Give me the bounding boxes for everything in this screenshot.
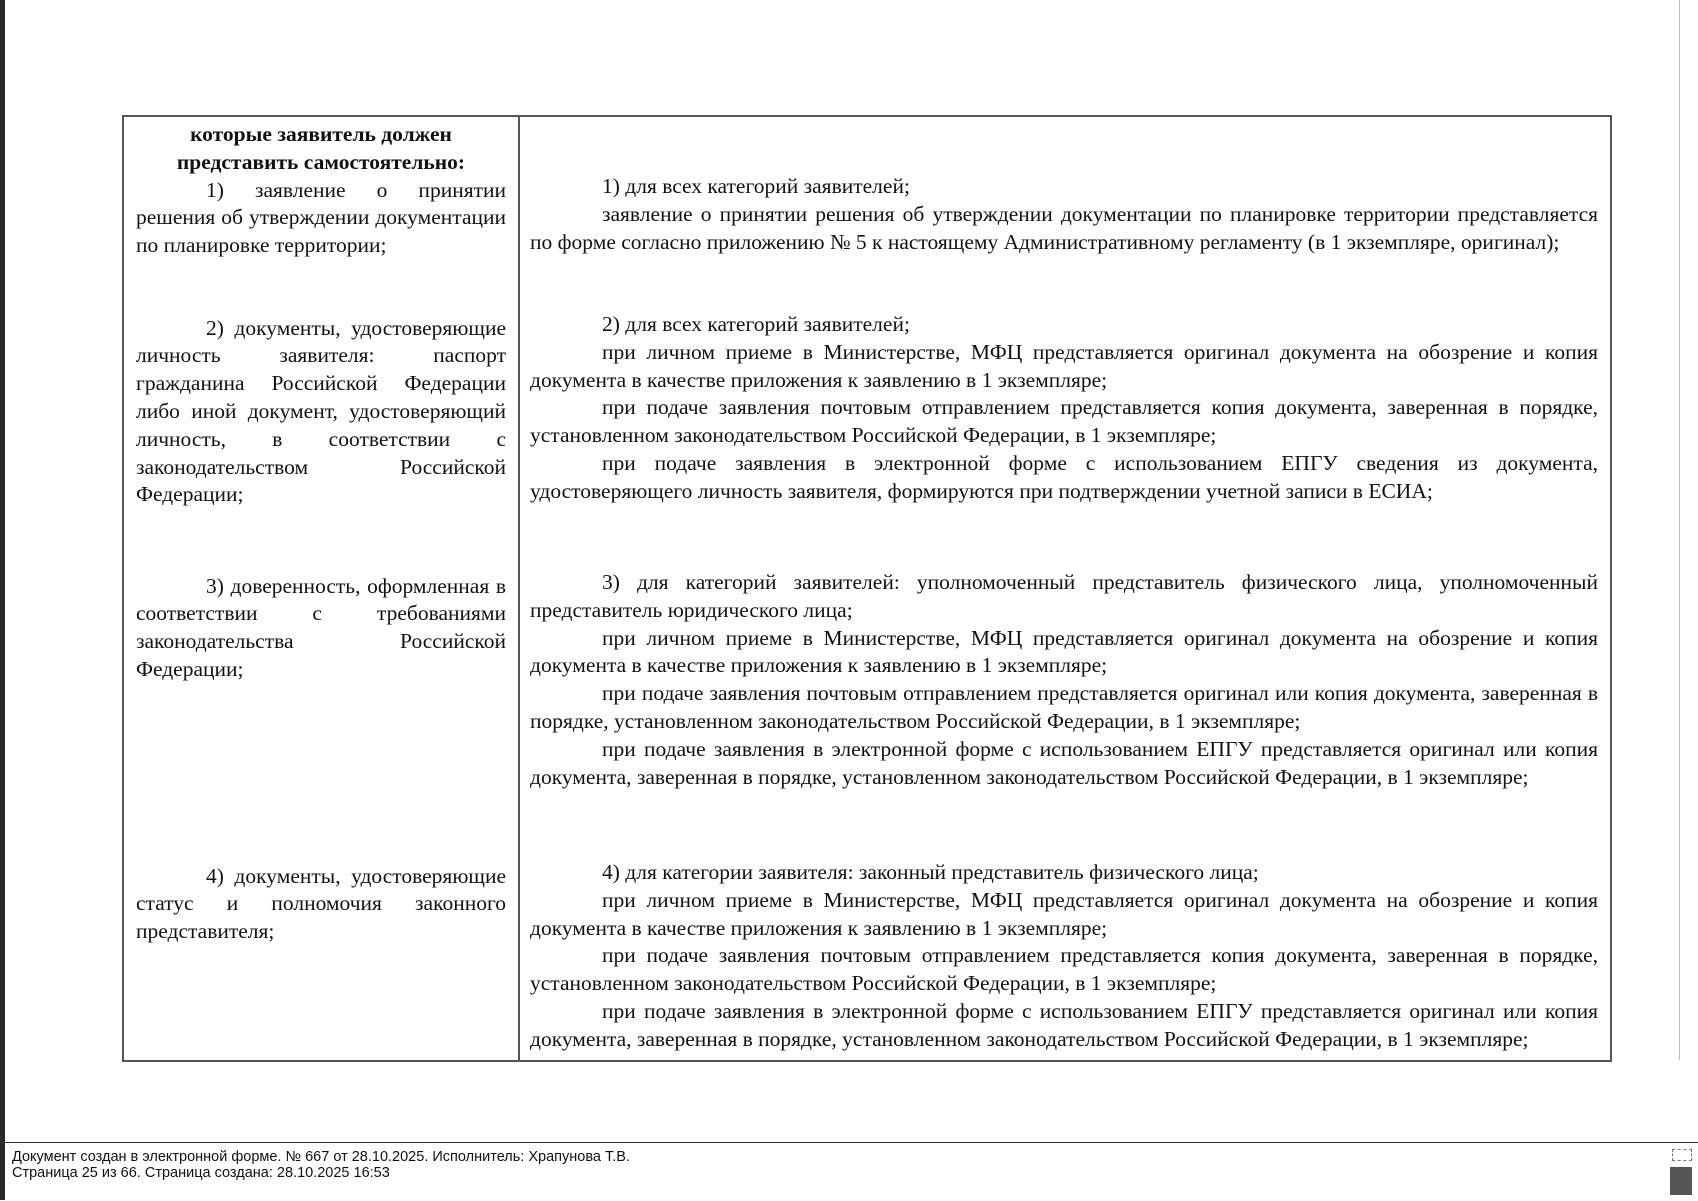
left-column-heading: которые заявитель должен представить самостоятельно:	[176, 122, 466, 174]
right-paragraph: при подаче заявления в электронной форме с использованием ЕПГУ представляется оригинал или копия документа, заверенная в порядке, установленном законодательством Российской Федерации, в 1 экземпляре;	[530, 998, 1598, 1051]
left-item-4	[136, 863, 506, 946]
barcode-icon	[1670, 1149, 1692, 1195]
left-item-text: 2) документы, удостоверяющие личность заявителя: паспорт гражданина Российской Федерации либо иной документ, удостоверяющий личность, в соответствии с законодательством Российской Федерации;	[136, 315, 506, 507]
right-paragraph: при подаче заявления в электронной форме с использованием ЕПГУ сведения из документа, удостоверяющего личность заявителя, формируются при подтверждении учетной записи в ЕСИА;	[530, 450, 1598, 503]
scan-edge-right	[1679, 0, 1680, 1060]
table-row	[123, 116, 1611, 1061]
right-paragraph: при личном приеме в Министерстве, МФЦ представляется оригинал документа на обозрение и копия документа в качестве приложения к заявлению в 1 экземпляре;	[530, 887, 1598, 940]
requirements-table	[122, 115, 1612, 1062]
right-item-1	[530, 173, 1598, 311]
footer-document-info: Документ создан в электронной форме. № 667 от 28.10.2025. Исполнитель: Храпунова Т.В.	[12, 1149, 630, 1165]
right-paragraph: 3) для категорий заявителей: уполномоченный представитель физического лица, уполномоченный представитель юридического лица;	[530, 570, 1598, 622]
right-item-4	[530, 859, 1598, 1054]
right-column	[519, 116, 1611, 1061]
right-item-3	[530, 569, 1598, 859]
page-footer	[0, 1142, 1698, 1201]
left-item-text: 4) документы, удостоверяющие статус и полномочия законного представителя;	[136, 863, 506, 944]
right-paragraph: при подаче заявления в электронной форме с использованием ЕПГУ представляется оригинал или копия документа, заверенная в порядке, установленном законодательством Российской Федерации, в 1 экземпляре;	[530, 736, 1598, 789]
left-item-text: 3) доверенность, оформленная в соответствии с требованиями законодательства Российской Федерации;	[136, 573, 506, 681]
left-item-2	[136, 315, 506, 573]
left-column	[123, 116, 519, 1061]
right-paragraph: при подаче заявления почтовым отправлением представляется копия документа, заверенная в порядке, установленном законодательством Российской Федерации, в 1 экземпляре;	[530, 395, 1598, 448]
right-paragraph: 1) для всех категорий заявителей;	[602, 174, 910, 198]
scan-edge	[0, 0, 5, 1200]
left-item-3	[136, 573, 506, 863]
footer-page-info: Страница 25 из 66. Страница создана: 28.10.2025 16:53	[12, 1165, 390, 1181]
left-item-text: 1) заявление о принятии решения об утверждении документации по планировке территории;	[136, 177, 506, 258]
right-paragraph: при личном приеме в Министерстве, МФЦ представляется оригинал документа на обозрение и копия документа в качестве приложения к заявлению в 1 экземпляре;	[530, 625, 1598, 678]
right-paragraph: при личном приеме в Министерстве, МФЦ представляется оригинал документа на обозрение и копия документа в качестве приложения к заявлению в 1 экземпляре;	[530, 339, 1598, 392]
right-paragraph: 2) для всех категорий заявителей;	[602, 312, 910, 336]
right-item-2	[530, 311, 1598, 569]
right-paragraph: 4) для категории заявителя: законный представитель физического лица;	[602, 860, 1259, 884]
right-paragraph: при подаче заявления почтовым отправлением представляется оригинал или копия документа, заверенная в порядке, установленном законодательством Российской Федерации, в 1 экземпляре;	[530, 681, 1598, 733]
right-paragraph: при подаче заявления почтовым отправлением представляется копия документа, заверенная в порядке, установленном законодательством Российской Федерации, в 1 экземпляре;	[530, 943, 1598, 996]
left-item-1	[136, 177, 506, 315]
footer-text	[12, 1149, 630, 1181]
right-paragraph: заявление о принятии решения об утверждении документации по планировке территории представляется по форме согласно приложению № 5 к настоящему Административному регламенту (в 1 экземпляре, оригинал);	[530, 201, 1598, 254]
